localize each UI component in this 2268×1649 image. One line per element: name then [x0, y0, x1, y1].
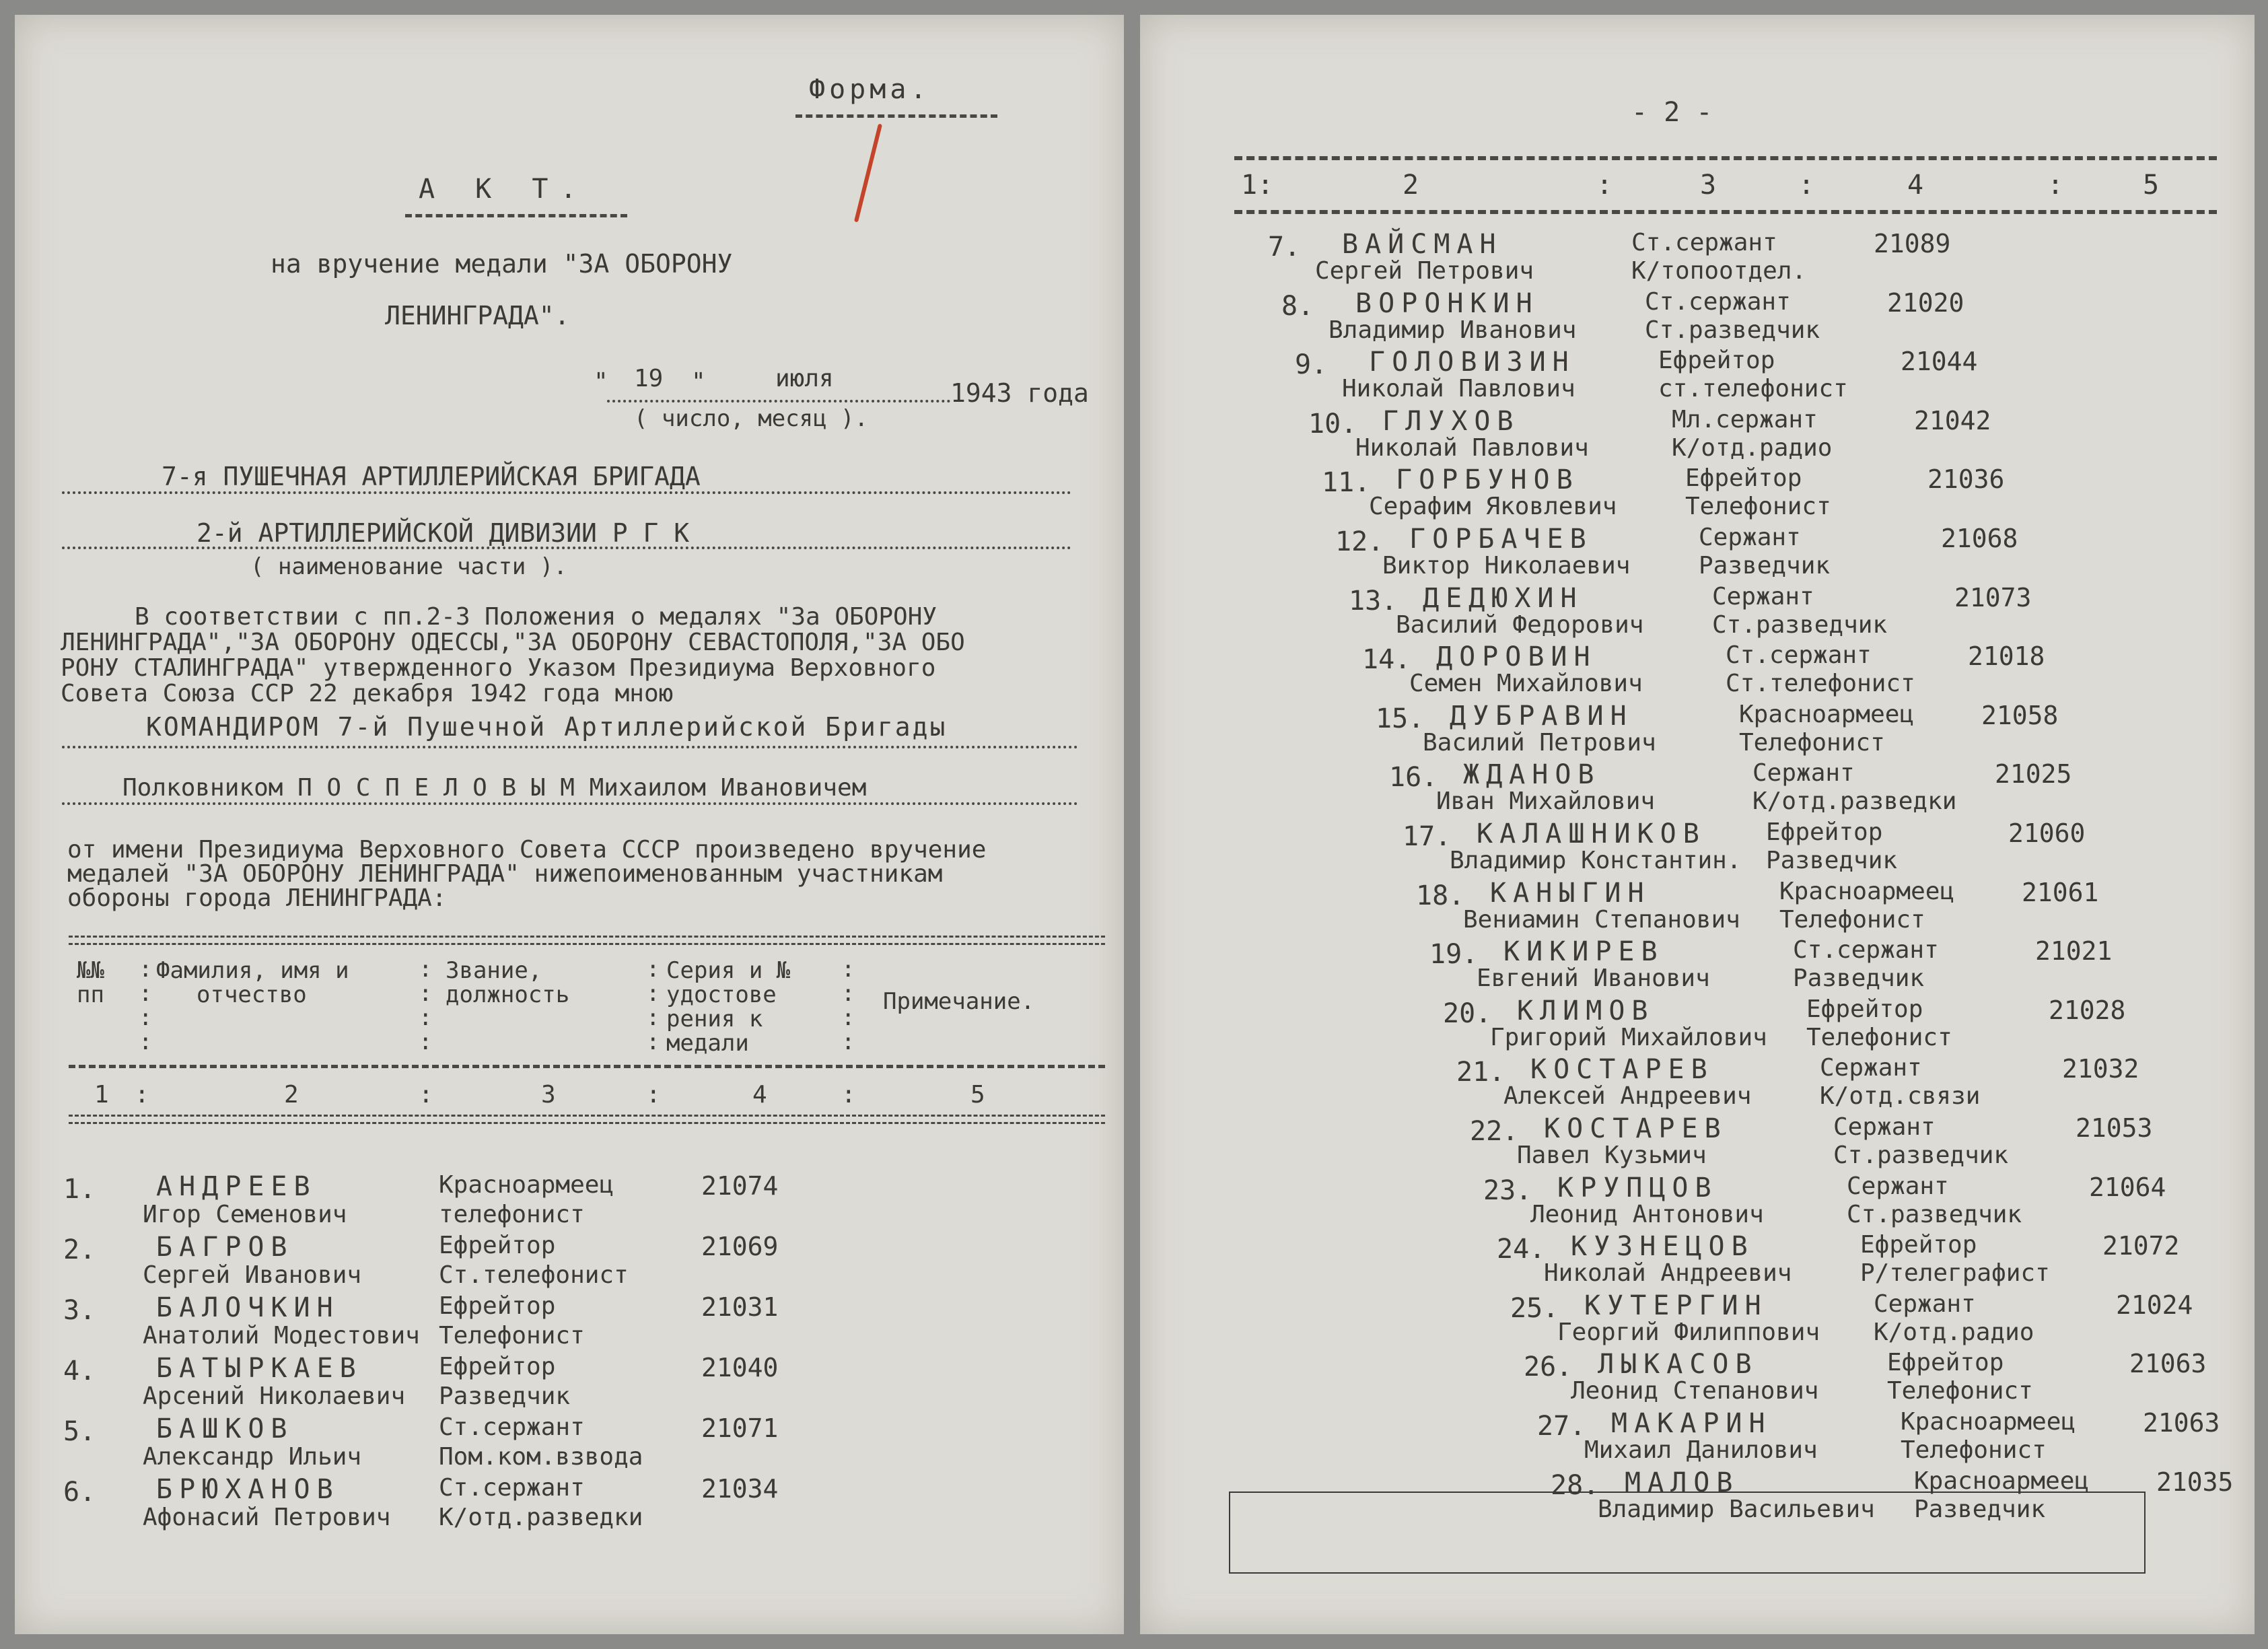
given-names: Владимир Константин.	[1450, 847, 1742, 874]
row-number: 8.	[1281, 290, 1314, 322]
rank: Ст.сержант	[1645, 287, 1791, 316]
given-names: Афонасий Петрович	[143, 1504, 391, 1531]
commander-line-1: КОМАНДИРОМ 7-й Пушечной Артиллерийской Бригады	[146, 712, 948, 742]
row-number: 24.	[1497, 1234, 1546, 1265]
position: ст.телефонист	[1658, 375, 1848, 403]
given-names: Михаил Данилович	[1584, 1436, 1818, 1464]
position: Разведчик	[1793, 964, 1925, 993]
position: Разведчик	[1914, 1495, 2046, 1523]
col-number-1: 1:	[1241, 170, 1274, 201]
row-number: 23.	[1483, 1174, 1532, 1206]
rank: Ефрейтор	[1887, 1349, 2004, 1377]
position: Разведчик	[439, 1382, 571, 1410]
col-number-3: 3	[541, 1081, 556, 1109]
col-separator: :	[1798, 170, 1815, 201]
surname: ЛЫКАСОВ	[1598, 1349, 1759, 1380]
given-names: Павел Кузьмич	[1517, 1142, 1707, 1169]
surname: БАШКОВ	[156, 1413, 294, 1444]
rank: Красноармеец	[439, 1171, 614, 1199]
surname: БАГРОВ	[156, 1232, 294, 1263]
col-separator: :	[2047, 170, 2064, 201]
commander-line-2: Полковником П О С П Е Л О В Ы М Михаилом Ивановичем	[122, 774, 867, 802]
given-names: Владимир Иванович	[1328, 316, 1577, 344]
surname: ГЛУХОВ	[1382, 405, 1520, 437]
position: Телефонист	[1739, 728, 1885, 757]
surname: БАЛОЧКИН	[156, 1292, 340, 1323]
given-names: Иван Михайлович	[1436, 787, 1656, 816]
rank: Ефрейтор	[439, 1292, 556, 1320]
certificate-serial: 21044	[1901, 347, 1978, 377]
position: Телефонист	[1901, 1436, 2047, 1464]
divider	[795, 114, 997, 118]
position: Телефонист	[1779, 905, 1925, 934]
rank: Сержант	[1820, 1054, 1922, 1082]
rank: Сержант	[1847, 1172, 1949, 1200]
given-names: Евгений Иванович	[1477, 964, 1710, 993]
col-number-5: 5	[970, 1081, 985, 1109]
given-names: Игор Семенович	[143, 1201, 347, 1228]
certificate-serial: 21071	[701, 1413, 779, 1443]
certificate-serial: 21020	[1887, 287, 1964, 318]
certificate-serial: 21073	[1954, 582, 2032, 612]
certificate-serial: 21053	[2076, 1113, 2153, 1143]
rank: Ефрейтор	[439, 1353, 556, 1380]
header-separator: : : : :	[139, 956, 153, 1055]
certificate-serial: 21032	[2062, 1054, 2139, 1084]
header-separator: : : : :	[646, 956, 660, 1055]
body-line-5: от имени Президиума Верховного Совета СССР произведено вручение	[67, 836, 987, 864]
position: Телефонист	[1685, 493, 1831, 521]
header-rank-1: Звание,	[446, 957, 542, 984]
row-number: 22.	[1470, 1116, 1519, 1147]
rank: Ст.сержант	[1726, 641, 1872, 670]
certificate-serial: 21058	[1981, 700, 2059, 730]
subtitle-line-1: на вручение медали "ЗА ОБОРОНУ	[271, 249, 733, 279]
position: Телефонист	[1887, 1377, 2033, 1405]
row-number: 6.	[63, 1477, 96, 1508]
red-pencil-mark	[854, 124, 882, 223]
header-serial-4: медали	[666, 1030, 749, 1057]
surname: МАКАРИН	[1611, 1408, 1772, 1439]
rank: Сержант	[1712, 582, 1814, 610]
row-number: 26.	[1524, 1352, 1573, 1383]
date-caption: ( число, месяц ).	[634, 405, 868, 432]
certificate-serial: 21063	[2129, 1349, 2207, 1379]
certificate-serial: 21034	[701, 1474, 779, 1504]
header-no-2: пп	[77, 981, 104, 1008]
row-number: 11.	[1322, 467, 1371, 499]
body-line-1: В соответствии с пп.2-3 Положения о медалях "За ОБОРОНУ	[135, 603, 937, 631]
row-number: 21.	[1456, 1057, 1505, 1088]
position: Пом.ком.взвода	[439, 1443, 643, 1471]
header-name-1: Фамилия, имя и	[156, 957, 349, 984]
position: Разведчик	[1766, 847, 1898, 874]
commander-dotted-line	[62, 746, 1078, 748]
position: К/отд.радио	[1672, 433, 1833, 462]
given-names: Арсений Николаевич	[143, 1382, 406, 1410]
table-top-rule	[69, 936, 1105, 945]
body-line-3: РОНУ СТАЛИНГРАДА" утвержденного Указом Президиума Верховного	[61, 654, 936, 682]
table-header-bottom-rule	[69, 1115, 1105, 1124]
table-header-rule	[1234, 210, 2217, 214]
col-number-5: 5	[2143, 170, 2160, 201]
rank: Сержант	[1874, 1290, 1976, 1318]
position: Ст.телефонист	[439, 1261, 629, 1289]
certificate-serial: 21072	[2102, 1231, 2180, 1261]
certificate-serial: 21061	[2022, 877, 2099, 907]
header-name-2: отчество	[197, 981, 307, 1008]
header-separator: : : : :	[841, 956, 855, 1055]
given-names: Семен Михайлович	[1409, 670, 1643, 698]
row-number: 17.	[1403, 821, 1452, 852]
position: К/отд.связи	[1820, 1082, 1981, 1111]
date-month: июля	[775, 365, 834, 392]
highlight-box-row-28	[1229, 1492, 2146, 1574]
form-label: Форма.	[809, 74, 931, 105]
col-separator: :	[135, 1081, 149, 1109]
position: К/топоотдел.	[1631, 257, 1807, 285]
col-separator: :	[419, 1081, 433, 1109]
header-serial-3: рения к	[666, 1006, 763, 1032]
position: К/отд.радио	[1874, 1318, 2034, 1346]
surname: КУЗНЕЦОВ	[1571, 1231, 1755, 1263]
col-number-4: 4	[1907, 170, 1924, 201]
row-number: 15.	[1376, 703, 1425, 734]
given-names: Вениамин Степанович	[1463, 905, 1740, 934]
row-number: 9.	[1295, 349, 1328, 381]
commander-dotted-line	[62, 802, 1078, 805]
position: Ст.телефонист	[1726, 670, 1915, 698]
certificate-serial: 21024	[2116, 1290, 2193, 1320]
row-number: 10.	[1308, 408, 1357, 440]
subtitle-line-2: ЛЕНИНГРАДА".	[385, 301, 570, 330]
surname: КИКИРЕВ	[1503, 936, 1664, 968]
position: Ст.разведчик	[1833, 1142, 2009, 1169]
row-number: 2.	[63, 1234, 96, 1265]
certificate-serial: 21069	[701, 1232, 779, 1261]
unit-caption: ( наименование части ).	[250, 553, 567, 580]
certificate-serial: 21042	[1914, 405, 1991, 435]
surname: КОСТАРЕВ	[1530, 1054, 1714, 1086]
position: Ст.разведчик	[1645, 316, 1820, 344]
given-names: Леонид Антонович	[1530, 1200, 1764, 1228]
rank: Ефрейтор	[439, 1232, 556, 1259]
certificate-serial: 21040	[701, 1353, 779, 1382]
position: телефонист	[439, 1201, 585, 1228]
certificate-serial: 21089	[1874, 229, 1951, 258]
surname: КАЛАШНИКОВ	[1477, 818, 1706, 849]
certificate-serial: 21063	[2143, 1408, 2220, 1438]
divider	[405, 214, 627, 217]
certificate-serial: 21074	[701, 1171, 779, 1201]
unit-dotted-line	[62, 547, 1071, 549]
certificate-serial: 21068	[1941, 524, 2018, 553]
surname: ГОРБУНОВ	[1396, 464, 1580, 496]
rank: Ефрейтор	[1806, 995, 1923, 1023]
surname: ДУБРАВИН	[1450, 700, 1633, 732]
body-line-7: обороны города ЛЕНИНГРАДА:	[67, 884, 447, 912]
col-number-2: 2	[1403, 170, 1419, 201]
body-line-6: медалей "ЗА ОБОРОНУ ЛЕНИНГРАДА" нижепоименованным участникам	[67, 860, 943, 888]
body-line-4: Совета Союза ССР 22 декабря 1942 года мною	[61, 680, 674, 707]
surname: КУТЕРГИН	[1584, 1290, 1768, 1321]
header-serial-2: удостове	[666, 981, 777, 1008]
given-names: Алексей Андреевич	[1503, 1082, 1752, 1111]
position: Телефонист	[439, 1322, 585, 1349]
surname: ЖДАНОВ	[1463, 759, 1601, 791]
document-page-1	[15, 15, 1124, 1634]
surname: АНДРЕЕВ	[156, 1171, 317, 1202]
rank: Ефрейтор	[1860, 1231, 1977, 1259]
header-separator: : : : :	[419, 956, 433, 1055]
unit-line-2: 2-й АРТИЛЛЕРИЙСКОЙ ДИВИЗИИ Р Г К	[197, 518, 690, 548]
rank: Красноармеец	[1901, 1408, 2076, 1436]
table-top-rule	[1234, 156, 2217, 160]
row-number: 27.	[1537, 1411, 1586, 1442]
rank: Мл.сержант	[1672, 405, 1818, 433]
col-number-4: 4	[752, 1081, 767, 1109]
given-names: Николай Павлович	[1355, 433, 1589, 462]
row-number: 4.	[63, 1356, 96, 1387]
certificate-serial: 21025	[1995, 759, 2072, 790]
date-dotted-line	[607, 400, 950, 402]
certificate-serial: 21018	[1968, 641, 2045, 672]
table-header-rule	[69, 1065, 1105, 1068]
document-page-2	[1140, 15, 2255, 1634]
date-open-quote: "	[594, 368, 608, 396]
given-names: Александр Ильич	[143, 1443, 362, 1471]
rank: Ст.сержант	[1793, 936, 1939, 964]
given-names: Николай Павлович	[1342, 375, 1575, 403]
surname: БАТЫРКАЕВ	[156, 1353, 363, 1384]
given-names: Георгий Филиппович	[1557, 1318, 1820, 1346]
col-separator: :	[1596, 170, 1613, 201]
certificate-serial: 21064	[2089, 1172, 2166, 1202]
certificate-serial: 21031	[701, 1292, 779, 1322]
position: Ст.разведчик	[1847, 1200, 2022, 1228]
header-note: Примечание.	[883, 988, 1035, 1015]
surname: ГОРБАЧЕВ	[1409, 524, 1593, 555]
surname: ВАЙСМАН	[1342, 229, 1503, 260]
rank: Красноармеец	[1779, 877, 1955, 905]
surname: КЛИМОВ	[1517, 995, 1655, 1026]
rank: Сержант	[1699, 524, 1801, 551]
given-names: Григорий Михайлович	[1490, 1023, 1767, 1051]
surname: ДОРОВИН	[1436, 641, 1597, 673]
col-separator: :	[841, 1081, 856, 1109]
rank: Ефрейтор	[1685, 464, 1802, 493]
date-day: 19	[634, 365, 664, 392]
rank: Сержант	[1833, 1113, 1936, 1141]
unit-line-1: 7-я ПУШЕЧНАЯ АРТИЛЛЕРИЙСКАЯ БРИГАДА	[162, 462, 701, 491]
rank: Ст.сержант	[439, 1474, 585, 1502]
act-title: А К Т.	[419, 174, 589, 205]
position: К/отд.разведки	[439, 1504, 643, 1531]
given-names: Владимир Васильевич	[1598, 1495, 1875, 1523]
given-names: Сергей Петрович	[1315, 257, 1534, 285]
given-names: Виктор Николаевич	[1382, 552, 1631, 580]
surname: МАЛОВ	[1625, 1467, 1740, 1498]
col-number-1: 1	[94, 1081, 109, 1109]
row-number: 7.	[1268, 232, 1301, 262]
surname: ДЕДЮХИН	[1423, 582, 1584, 614]
position: Телефонист	[1806, 1023, 1952, 1051]
certificate-serial: 21028	[2049, 995, 2126, 1025]
given-names: Анатолий Модестович	[143, 1322, 420, 1349]
row-number: 28.	[1551, 1469, 1600, 1501]
col-separator: :	[646, 1081, 661, 1109]
given-names: Василий Федорович	[1396, 610, 1644, 639]
surname: ВОРОНКИН	[1355, 287, 1539, 319]
row-number: 1.	[63, 1174, 96, 1205]
row-number: 3.	[63, 1295, 96, 1326]
row-number: 13.	[1349, 585, 1398, 617]
rank: Сержант	[1752, 759, 1855, 787]
rank: Красноармеец	[1739, 700, 1915, 728]
date-close-quote: "	[691, 368, 706, 396]
row-number: 25.	[1510, 1292, 1559, 1324]
rank: Ст.сержант	[439, 1413, 585, 1441]
position: Ст.разведчик	[1712, 610, 1888, 639]
position: Разведчик	[1699, 552, 1831, 580]
row-number: 20.	[1443, 997, 1492, 1029]
header-rank-2: должность	[446, 981, 570, 1008]
row-number: 5.	[63, 1416, 96, 1447]
given-names: Василий Петрович	[1423, 728, 1656, 757]
certificate-serial: 21021	[2035, 936, 2113, 967]
surname: КОСТАРЕВ	[1544, 1113, 1728, 1144]
given-names: Николай Андреевич	[1544, 1259, 1792, 1288]
surname: ГОЛОВИЗИН	[1369, 347, 1575, 378]
body-line-2: ЛЕНИНГРАДА","ЗА ОБОРОНУ ОДЕССЫ,"ЗА ОБОРОНУ СЕВАСТОПОЛЯ,"ЗА ОБО	[61, 629, 965, 656]
row-number: 16.	[1389, 762, 1438, 794]
surname: КРУПЦОВ	[1557, 1172, 1718, 1203]
given-names: Сергей Иванович	[143, 1261, 362, 1289]
header-serial-1: Серия и №	[666, 957, 791, 984]
certificate-serial: 21036	[1927, 464, 2005, 495]
col-number-2: 2	[284, 1081, 299, 1109]
surname: БРЮХАНОВ	[156, 1474, 340, 1505]
header-no-1: №№	[77, 957, 104, 984]
row-number: 18.	[1416, 880, 1465, 911]
rank: Ефрейтор	[1766, 818, 1883, 846]
certificate-serial: 21060	[2008, 818, 2086, 848]
row-number: 19.	[1429, 939, 1479, 971]
given-names: Серафим Яковлевич	[1369, 493, 1617, 521]
certificate-serial: 21035	[2156, 1467, 2234, 1497]
page-number: - 2 -	[1631, 97, 1713, 128]
date-year: 1943 года	[950, 378, 1089, 408]
row-number: 14.	[1362, 644, 1411, 676]
rank: Ст.сержант	[1631, 229, 1777, 256]
col-number-3: 3	[1700, 170, 1717, 201]
rank: Красноармеец	[1914, 1467, 2090, 1495]
surname: КАНЫГИН	[1490, 877, 1651, 909]
position: Р/телеграфист	[1860, 1259, 2050, 1288]
unit-dotted-line	[62, 491, 1071, 494]
rank: Ефрейтор	[1658, 347, 1775, 375]
given-names: Леонид Степанович	[1571, 1377, 1819, 1405]
position: К/отд.разведки	[1752, 787, 1957, 816]
row-number: 12.	[1335, 526, 1384, 557]
